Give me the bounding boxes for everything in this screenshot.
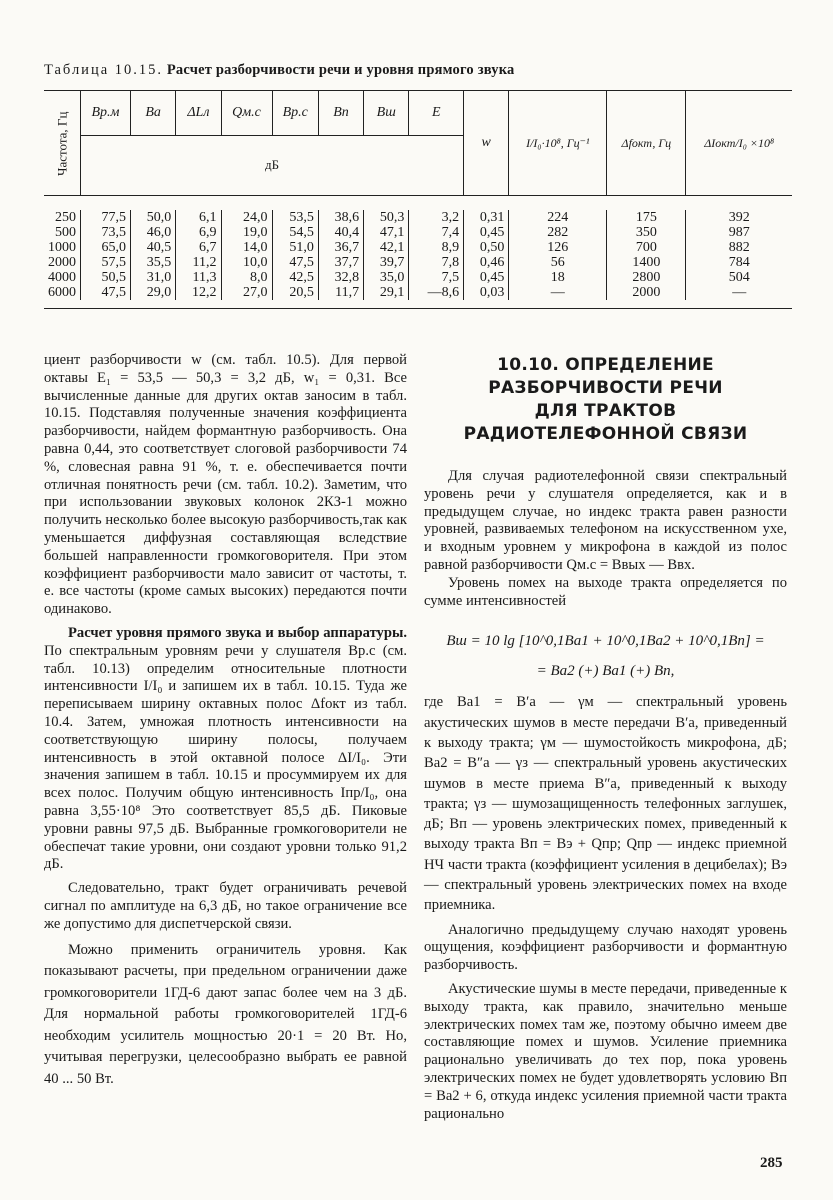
table-cell: 53,5: [272, 210, 318, 225]
left-column: [44, 352, 407, 1090]
table-cell: 4000: [48, 270, 76, 285]
table-row: [44, 225, 792, 240]
right-column: [424, 352, 787, 1123]
table-cell: 392: [686, 210, 792, 225]
table-cell: 6000: [48, 285, 76, 300]
freq-header: Частота, Гц: [44, 91, 81, 196]
col-header: Bа: [130, 91, 175, 136]
table-cell: 18: [509, 270, 607, 285]
caption-title: Расчет разборчивости речи и уровня прямого звука: [166, 62, 515, 78]
section-heading: [424, 354, 787, 446]
table-cell: 39,7: [364, 255, 409, 270]
paragraph: Для случая радиотелефонной связи спектральный уровень речи у слушателя определяется, как и в предыдущем случае, но индекс тракта равен разности уровней, развиваемых телефоном на искусственном ухе, и входным уровнем у микрофона в каждой из полос равной разборчивости Qм.с = Bвых — Bвх.: [424, 468, 787, 573]
table-cell: 14,0: [221, 240, 272, 255]
table-cell: 0,45: [464, 225, 509, 240]
page-number: 285: [760, 1155, 783, 1171]
table-cell: 35,5: [130, 255, 175, 270]
table-cell: 7,8: [409, 255, 464, 270]
table-cell: 0,50: [464, 240, 509, 255]
table-cell: 175: [607, 210, 686, 225]
table-cell: 12,2: [176, 285, 221, 300]
heading-line: РАЗБОРЧИВОСТИ РЕЧИ: [488, 378, 723, 398]
table-cell: 282: [509, 225, 607, 240]
col-header: Bр.с: [272, 91, 318, 136]
table-cell: 29,1: [364, 285, 409, 300]
table-cell: 42,1: [364, 240, 409, 255]
table-cell: 40,4: [318, 225, 363, 240]
table-cell: 250: [55, 210, 76, 225]
table-cell: 24,0: [221, 210, 272, 225]
table-cell: 500: [55, 225, 76, 240]
unit-label: дБ: [81, 135, 464, 195]
heading-line: 10.10. ОПРЕДЕЛЕНИЕ: [497, 355, 714, 375]
table-cell: 19,0: [221, 225, 272, 240]
table-cell: 54,5: [272, 225, 318, 240]
table-cell: 6,9: [176, 225, 221, 240]
table-cell: 350: [607, 225, 686, 240]
table-cell: 31,0: [130, 270, 175, 285]
paragraph: циент разборчивости w (см. табл. 10.5). Для первой октавы E₁ = 53,5 — 50,3 = 3,2 дБ, w₁ = 0,31. Все вычисленные данные для других октав заносим в табл. 10.15. Подставляя полученные значения коэффициента разборчивости, найдем формантную разборчивость. Она равна 0,44, это соответствует слоговой разборчивости 74 %, словесная равна 91 %, т. е. обеспечивается почти отличная понятность речи (см. табл. 10.2). Заметим, что при использовании звуковых колонок 2КЗ-1 можно получить несколько более высокую разборчивость,так как уменьшается диффузная составляющая вследствие большей направленности громкоговорителя. При этом коэффициент разборчивости мало зависит от частоты, т. е. все частоты (кроме самых высоких) передаются почти одинаково.: [44, 352, 407, 618]
col-header: Δfокт, Гц: [607, 91, 686, 196]
table-cell: —8,6: [409, 285, 464, 300]
table-cell: 2000: [607, 285, 686, 300]
table-cell: 126: [509, 240, 607, 255]
table-cell: 73,5: [81, 225, 131, 240]
col-header: Bр.м: [81, 91, 131, 136]
table-cell: 65,0: [81, 240, 131, 255]
table-cell: 20,5: [272, 285, 318, 300]
paragraph: Следовательно, тракт будет ограничивать речевой сигнал по амплитуде на 6,3 дБ, но такое ограничение все же допустимо для диспетчерской связи.: [44, 880, 407, 932]
table-row: [44, 270, 792, 285]
table-cell: 0,31: [464, 210, 509, 225]
table-cell: 11,2: [176, 255, 221, 270]
table-cell: 11,7: [318, 285, 363, 300]
table-cell: 7,4: [409, 225, 464, 240]
table-cell: 47,5: [81, 285, 131, 300]
table-cell: 27,0: [221, 285, 272, 300]
table-row: [44, 210, 792, 225]
table-cell: 50,3: [364, 210, 409, 225]
paragraph: Можно применить ограничитель уровня. Как показывают расчеты, при предельном ограничении даже громкоговорители 1ГД-6 дают запас более чем на 3 дБ. Для нормальной работы громкоговорителей 1ГД-6 необходим усилитель мощностью 20·1 = 20 Вт. Но, учитывая перегрузки, целесообразно выбрать ее равной 40 ... 50 Вт.: [44, 941, 407, 1087]
table-cell: 42,5: [272, 270, 318, 285]
table-caption: [44, 62, 515, 79]
table-cell: 987: [686, 225, 792, 240]
heading-line: РАДИОТЕЛЕФОННОЙ СВЯЗИ: [463, 424, 748, 444]
table-row: [44, 285, 792, 300]
results-table: [44, 90, 792, 309]
table-cell: 50,0: [130, 210, 175, 225]
col-header: w: [464, 91, 509, 196]
table-cell: 32,8: [318, 270, 363, 285]
table-cell: 504: [686, 270, 792, 285]
table-body: [44, 210, 792, 300]
col-header: Bш: [364, 91, 409, 136]
paragraph: где Bа1 = B′а — γм — спектральный уровень акустических шумов в месте передачи B′а, приведенный к выходу тракта; γм — шумостойкость микрофона, дБ; Bа2 = B″а — γз — спектральный уровень акустических шумов в месте приема B″а, приведенный к выходу тракта; γз — шумозащищенность телефонных заглушек, дБ; Bп — уровень электрических помех, приведенный к выходу тракта Bп = Bэ + Qпр; Qпр — индекс приемной НЧ части тракта (коэффициент усиления в децибелах); Bэ — спектральный уровень электрических помех на входе приемника.: [424, 694, 787, 914]
table-cell: 57,5: [81, 255, 131, 270]
table-cell: 0,45: [464, 270, 509, 285]
table-cell: 8,9: [409, 240, 464, 255]
col-header: ΔLл: [176, 91, 221, 136]
table-cell: 11,3: [176, 270, 221, 285]
table-cell: 10,0: [221, 255, 272, 270]
table-cell: 47,1: [364, 225, 409, 240]
paragraph: Акустические шумы в месте передачи, приведенные к выходу тракта, как правило, значительно меньше электрических помех там же, поэтому обычно имеем две составляющие помех и шумов. Усиление приемника рационально увеличивать до тех пор, пока уровень электрических помех не будет удовлетворять условию Bп = Bа2 + 6, откуда индекс усиления приемной части тракта рационально: [424, 981, 787, 1122]
col-header: E: [409, 91, 464, 136]
table-cell: —: [686, 285, 792, 300]
table-cell: 56: [509, 255, 607, 270]
table-cell: 7,5: [409, 270, 464, 285]
table-cell: 35,0: [364, 270, 409, 285]
table-cell: 3,2: [409, 210, 464, 225]
table-cell: 0,46: [464, 255, 509, 270]
col-header: I/I₀·10⁸, Гц⁻¹: [509, 91, 607, 196]
table-cell: 6,1: [176, 210, 221, 225]
table-cell: 8,0: [221, 270, 272, 285]
table-cell: 2000: [48, 255, 76, 270]
table-row: [44, 240, 792, 255]
section-lead: Расчет уровня прямого звука и выбор аппаратуры.: [68, 624, 407, 641]
table-row: [44, 255, 792, 270]
table-cell: 1400: [607, 255, 686, 270]
formula-line: = Bа2 (+) Bа1 (+) Bп,: [536, 663, 675, 680]
col-header: Bп: [318, 91, 363, 136]
table-cell: 51,0: [272, 240, 318, 255]
table-cell: 50,5: [81, 270, 131, 285]
table-cell: 77,5: [81, 210, 131, 225]
paragraph: Аналогично предыдущему случаю находят уровень ощущения, коэффициент разборчивости и формантную разборчивость.: [424, 921, 787, 974]
table-cell: 40,5: [130, 240, 175, 255]
table-cell: 46,0: [130, 225, 175, 240]
table-cell: 47,5: [272, 255, 318, 270]
table-cell: —: [509, 285, 607, 300]
col-header: Qм.с: [221, 91, 272, 136]
paragraph: Уровень помех на выходе тракта определяется по сумме интенсивностей: [424, 574, 787, 609]
table-cell: 882: [686, 240, 792, 255]
table-cell: 1000: [48, 240, 76, 255]
formula-line: Bш = 10 lg [10^0,1Bа1 + 10^0,1Bа2 + 10^0,1Bп] =: [446, 633, 765, 650]
table-cell: 37,7: [318, 255, 363, 270]
table-cell: 38,6: [318, 210, 363, 225]
table-cell: 6,7: [176, 240, 221, 255]
formula: [424, 626, 787, 686]
table-cell: 29,0: [130, 285, 175, 300]
table-cell: 700: [607, 240, 686, 255]
table-cell: 2800: [607, 270, 686, 285]
caption-label: Таблица 10.15.: [44, 62, 164, 78]
table-cell: 36,7: [318, 240, 363, 255]
table-cell: 224: [509, 210, 607, 225]
heading-line: ДЛЯ ТРАКТОВ: [534, 401, 677, 421]
col-header: ΔIокт/I₀ ×10⁸: [686, 91, 792, 196]
table-cell: 784: [686, 255, 792, 270]
paragraph: По спектральным уровням речи у слушателя Bр.с (см. табл. 10.13) определим относительные плотности интенсивности I/I₀ и запишем их в табл. 10.15. Туда же переписываем ширину октавных полос Δfокт из табл. 10.4. Затем, умножая плотность интенсивности на соответствующую ширину полосы, получаем интенсивность в этой октавной полосе ΔI/I₀. Эти значения запишем в табл. 10.15 и просуммируем их для всех полос. Получим общую интенсивность Iпр/I₀, она равна 3,55·10⁸ Это соответствует 85,5 дБ. Пиковые уровни равны 97,5 дБ. Выбранные громкоговорители не обеспечат такие уровни, они создают уровни только 91,2 дБ.: [44, 642, 407, 873]
table-cell: 0,03: [464, 285, 509, 300]
